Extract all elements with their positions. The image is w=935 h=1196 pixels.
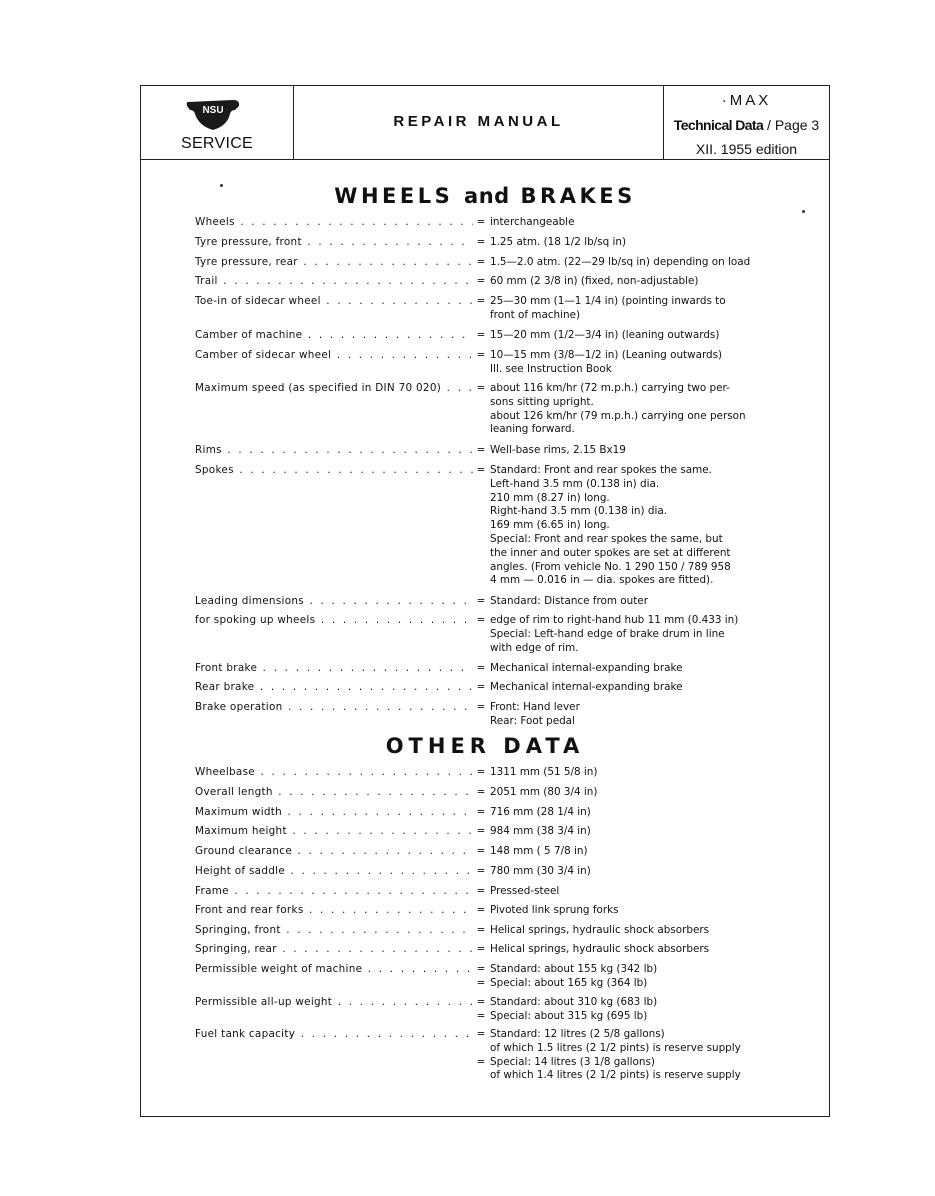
- spec-value-line: [490, 628, 820, 642]
- spec-value-line: [490, 349, 820, 363]
- spec-label: for spoking up wheels . . .: [195, 614, 473, 628]
- header-logo-cell: [141, 86, 294, 159]
- spec-value-text: interchangeable: [490, 216, 575, 228]
- equals-sign: =: [476, 681, 486, 693]
- spec-value: [490, 614, 820, 655]
- spec-value-text: Special: about 315 kg (695 lb): [490, 1009, 648, 1022]
- technical-data-page: [664, 117, 829, 133]
- spec-value-text: edge of rim to right-hand hub 11 mm (0.433 in): [490, 614, 739, 626]
- spec-value-line: [490, 547, 820, 561]
- spec-value-line: [490, 275, 820, 289]
- spec-value-text: 60 mm (2 3/8 in) (fixed, non-adjustable): [490, 275, 699, 287]
- spec-value-line: [490, 786, 820, 800]
- equals-sign: =: [476, 256, 486, 268]
- equals-sign: =: [476, 295, 486, 307]
- equals-sign: =: [476, 885, 486, 897]
- spec-label: Springing, rear . . .: [195, 943, 473, 957]
- spec-value: [490, 595, 820, 609]
- nsu-logo-icon: [185, 96, 241, 132]
- spec-value-text: of which 1.4 litres (2 1/2 pints) is reserve supply: [490, 1069, 741, 1082]
- spec-value: [490, 382, 820, 437]
- spec-label: Height of saddle . . .: [195, 865, 473, 879]
- spec-label: Camber of sidecar wheel . . .: [195, 349, 473, 363]
- spec-value: [490, 349, 820, 377]
- spec-value: [490, 766, 820, 780]
- spec-value: [476, 996, 820, 1024]
- model-name: ·MAX: [721, 92, 772, 109]
- spec-label: Fuel tank capacity . . .: [195, 1028, 473, 1042]
- document-title: REPAIR MANUAL: [393, 113, 564, 130]
- spec-value-line: [490, 519, 820, 533]
- title-word: BRAKES: [520, 184, 636, 208]
- spec-value-line: [490, 309, 820, 323]
- equals-sign: =: [476, 444, 486, 456]
- spec-value-text: Standard: Distance from outer: [490, 595, 648, 607]
- spec-value-text: Special: Front and rear spokes the same, but: [490, 532, 723, 545]
- spec-value-text: Rear: Foot pedal: [490, 714, 575, 727]
- spec-value-text: Special: Left-hand edge of brake drum in line: [490, 627, 725, 640]
- spec-value-line: [490, 382, 820, 396]
- spec-value-text: 984 mm (38 3/4 in): [490, 825, 591, 837]
- spec-label: Leading dimensions . . .: [195, 595, 473, 609]
- spec-value: [490, 216, 820, 230]
- spec-value-text: Pivoted link sprung forks: [490, 904, 619, 916]
- equals-sign: =: [476, 924, 486, 936]
- spec-label: Tyre pressure, rear . . .: [195, 256, 473, 270]
- spec-value: [490, 295, 820, 323]
- spec-label: Rear brake . . .: [195, 681, 473, 695]
- spec-label: Frame . . .: [195, 885, 473, 899]
- spec-value-line: [490, 865, 820, 879]
- spec-value-text: Ill. see Instruction Book: [490, 362, 612, 375]
- equals-sign: =: [476, 806, 486, 818]
- spec-value-line: [490, 216, 820, 230]
- spec-value-text: Standard: Front and rear spokes the same.: [490, 464, 712, 476]
- spec-label: Tyre pressure, front . . .: [195, 236, 473, 250]
- spec-value-text: 1.25 atm. (18 1/2 lb/sq in): [490, 236, 627, 248]
- spec-label: Maximum height . . .: [195, 825, 473, 839]
- spec-value-line: [490, 464, 820, 478]
- spec-value-text: 4 mm — 0.016 in — dia. spokes are fitted).: [490, 574, 714, 587]
- technical-data-label: Technical Data: [673, 117, 764, 133]
- spec-value-text: Mechanical internal-expanding brake: [490, 681, 683, 693]
- spec-value-text: Mechanical internal-expanding brake: [490, 662, 683, 674]
- spec-label: Toe-in of sidecar wheel . . .: [195, 295, 473, 309]
- spec-value-text: Front: Hand lever: [490, 701, 580, 713]
- logo-text: NSU: [202, 105, 224, 116]
- equals-sign: =: [476, 976, 486, 989]
- spec-value-line: [490, 681, 820, 695]
- equals-sign: =: [476, 996, 486, 1008]
- spec-label: Brake operation . . .: [195, 701, 473, 715]
- spec-label: Camber of machine . . .: [195, 329, 473, 343]
- equals-sign: =: [476, 701, 486, 713]
- spec-value-line: [490, 329, 820, 343]
- spec-value: [490, 825, 820, 839]
- spec-value-line: [490, 766, 820, 780]
- equals-sign: =: [476, 904, 486, 916]
- service-label: SERVICE: [180, 135, 254, 152]
- spec-value-text: with edge of rim.: [490, 641, 579, 654]
- spec-value-line: [476, 976, 820, 991]
- spec-value-line: [490, 478, 820, 492]
- spec-value-line: [490, 1042, 820, 1056]
- spec-value-line: [490, 574, 820, 588]
- spec-value-text: Special: about 165 kg (364 lb): [490, 976, 648, 989]
- spec-value-line: [476, 1055, 820, 1070]
- spec-value-line: [490, 363, 820, 377]
- spec-label: Maximum width . . .: [195, 806, 473, 820]
- equals-sign: =: [476, 1009, 486, 1022]
- spec-value-text: 10—15 mm (3/8—1/2 in) (Leaning outwards): [490, 349, 723, 361]
- equals-sign: =: [476, 943, 486, 955]
- equals-sign: =: [476, 786, 486, 798]
- spec-value-line: [490, 662, 820, 676]
- spec-label: Ground clearance . . .: [195, 845, 473, 859]
- spec-value: [490, 943, 820, 957]
- edition-label: XII. 1955 edition: [695, 141, 798, 157]
- spec-value: [490, 845, 820, 859]
- page-frame: [140, 85, 830, 1117]
- spec-value-line: [490, 236, 820, 250]
- spec-value-text: 210 mm (8.27 in) long.: [490, 491, 610, 504]
- spec-label: Wheels . . .: [195, 216, 473, 230]
- spec-label: Trail . . .: [195, 275, 473, 289]
- spec-value: [490, 865, 820, 879]
- equals-sign: =: [476, 766, 486, 778]
- spec-label: Front and rear forks . . .: [195, 904, 473, 918]
- equals-sign: =: [476, 614, 486, 626]
- spec-value-text: Helical springs, hydraulic shock absorbers: [490, 924, 710, 936]
- spec-label: Maximum speed (as specified in DIN 70 020) . . .: [195, 382, 473, 396]
- equals-sign: =: [476, 236, 486, 248]
- spec-value: [490, 681, 820, 695]
- spec-label: Spokes . . .: [195, 464, 473, 478]
- spec-value-line: [490, 492, 820, 506]
- spec-value-text: Special: 14 litres (3 1/8 gallons): [490, 1055, 655, 1068]
- equals-sign: =: [476, 349, 486, 361]
- spec-value: [490, 329, 820, 343]
- spec-value-line: [490, 943, 820, 957]
- equals-sign: =: [476, 464, 486, 476]
- equals-sign: =: [476, 825, 486, 837]
- spec-value: [490, 662, 820, 676]
- spec-value-line: [490, 904, 820, 918]
- spec-value-line: [490, 1069, 820, 1083]
- spec-label: Front brake . . .: [195, 662, 473, 676]
- spec-value-text: of which 1.5 litres (2 1/2 pints) is reserve supply: [490, 1041, 741, 1054]
- spec-value: [490, 786, 820, 800]
- spec-label: Permissible all-up weight . . .: [195, 996, 473, 1010]
- section-title-other-data: OTHER DATA: [385, 734, 585, 758]
- spec-value-text: Standard: about 155 kg (342 lb): [490, 963, 658, 975]
- spec-value-text: Right-hand 3.5 mm (0.138 in) dia.: [490, 505, 668, 518]
- spec-value-line: [476, 1009, 820, 1024]
- equals-sign: =: [476, 595, 486, 607]
- spec-value-line: [490, 825, 820, 839]
- spec-label: Springing, front . . .: [195, 924, 473, 938]
- spec-value-line: [490, 845, 820, 859]
- spec-value-text: the inner and outer spokes are set at different: [490, 546, 731, 559]
- spec-value-line: [490, 806, 820, 820]
- spec-value-text: Left-hand 3.5 mm (0.138 in) dia.: [490, 477, 660, 490]
- spec-value-text: Helical springs, hydraulic shock absorbers: [490, 943, 710, 955]
- header-info-cell: [663, 86, 829, 159]
- spec-value-line: [490, 561, 820, 575]
- spec-label: Permissible weight of machine . . .: [195, 963, 473, 977]
- spec-value-line: [490, 595, 820, 609]
- page-number: / Page 3: [763, 117, 820, 133]
- spec-value-line: [490, 1028, 820, 1042]
- spec-value-text: 780 mm (30 3/4 in): [490, 865, 591, 877]
- spec-value-line: [490, 410, 820, 424]
- equals-sign: =: [476, 963, 486, 975]
- equals-sign: =: [476, 662, 486, 674]
- spec-value-text: about 126 km/hr (79 m.p.h.) carrying one person: [490, 409, 746, 422]
- spec-value-text: sons sitting upright.: [490, 395, 594, 408]
- spec-value-line: [490, 295, 820, 309]
- spec-value-text: about 116 km/hr (72 m.p.h.) carrying two per-: [490, 382, 730, 394]
- spec-value-line: [490, 996, 820, 1010]
- spec-label: Wheelbase . . .: [195, 766, 473, 780]
- spec-value-text: 169 mm (6.65 in) long.: [490, 519, 610, 532]
- spec-value-text: 1.5—2.0 atm. (22—29 lb/sq in) depending on load: [490, 256, 751, 268]
- spec-value-line: [490, 533, 820, 547]
- spec-value-text: 148 mm ( 5 7/8 in): [490, 845, 588, 857]
- spec-value-line: [490, 701, 820, 715]
- spec-value-line: [490, 963, 820, 977]
- spec-value: [490, 256, 820, 270]
- spec-value-text: Pressed-steel: [490, 885, 560, 897]
- spec-value-line: [490, 423, 820, 437]
- equals-sign: =: [476, 1028, 486, 1040]
- equals-sign: =: [476, 275, 486, 287]
- spec-value-line: [490, 885, 820, 899]
- spec-value: [490, 904, 820, 918]
- spec-value-line: [490, 396, 820, 410]
- spec-value: [490, 464, 820, 588]
- title-word: and: [464, 184, 510, 208]
- spec-value-text: 2051 mm (80 3/4 in): [490, 786, 598, 798]
- header: [141, 86, 829, 160]
- spec-value: [490, 806, 820, 820]
- equals-sign: =: [476, 845, 486, 857]
- equals-sign: =: [476, 1055, 486, 1068]
- spec-value: [490, 885, 820, 899]
- equals-sign: =: [476, 329, 486, 341]
- spec-value-text: 1311 mm (51 5/8 in): [490, 766, 598, 778]
- spec-label: Rims . . .: [195, 444, 473, 458]
- spec-value-line: [490, 256, 820, 270]
- spec-value-text: leaning forward.: [490, 423, 575, 436]
- spec-value-text: front of machine): [490, 308, 581, 321]
- spec-value-text: Well-base rims, 2.15 Bx19: [490, 444, 626, 456]
- spec-value-line: [490, 715, 820, 729]
- spec-value: [490, 924, 820, 938]
- spec-value-text: 15—20 mm (1/2—3/4 in) (leaning outwards): [490, 329, 720, 341]
- spec-value: [476, 1028, 820, 1083]
- spec-value-text: angles. (From vehicle No. 1 290 150 / 789 958: [490, 560, 731, 573]
- equals-sign: =: [476, 865, 486, 877]
- spec-value: [490, 236, 820, 250]
- equals-sign: =: [476, 216, 486, 228]
- spec-value: [490, 275, 820, 289]
- spec-value: [490, 444, 820, 458]
- spec-value-text: Standard: 12 litres (2 5/8 gallons): [490, 1028, 665, 1040]
- equals-sign: =: [476, 382, 486, 394]
- spec-value-line: [490, 642, 820, 656]
- spec-value-text: 716 mm (28 1/4 in): [490, 806, 591, 818]
- spec-value: [476, 963, 820, 991]
- spec-value-line: [490, 505, 820, 519]
- spec-value: [490, 701, 820, 729]
- spec-value-line: [490, 444, 820, 458]
- spec-value-text: Standard: about 310 kg (683 lb): [490, 996, 658, 1008]
- scan-speck: [802, 210, 805, 213]
- spec-value-line: [490, 924, 820, 938]
- spec-value-line: [490, 614, 820, 628]
- section-title-wheels-brakes: [141, 184, 829, 208]
- title-word: WHEELS: [334, 184, 454, 208]
- spec-label: Overall length . . .: [195, 786, 473, 800]
- spec-value-text: 25—30 mm (1—1 1/4 in) (pointing inwards to: [490, 295, 726, 307]
